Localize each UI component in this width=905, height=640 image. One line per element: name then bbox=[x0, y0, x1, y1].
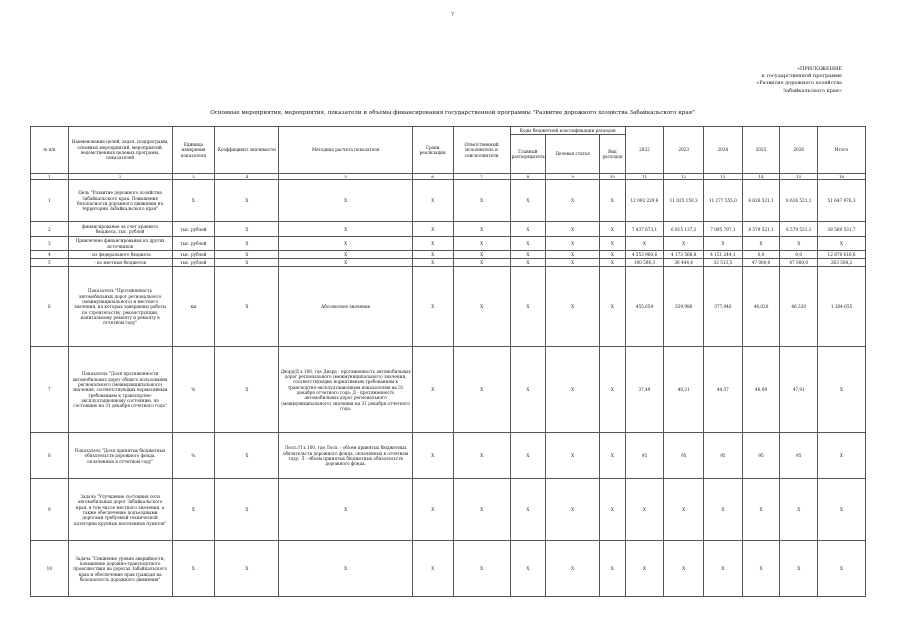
header-budget-codes: Коды бюджетной классификации расходов bbox=[510, 127, 625, 135]
row-term: X bbox=[412, 222, 453, 237]
row-number: 8 bbox=[31, 433, 69, 479]
row-total: X bbox=[818, 541, 866, 597]
row-total: X bbox=[818, 479, 866, 541]
header-name: Наименование целей, задач, подпрограмм, основных мероприятий, мероприятий, ведомственных целевых программ, показателей bbox=[68, 127, 172, 174]
row-expense-type: X bbox=[600, 259, 625, 267]
row-value-2024: X bbox=[704, 541, 743, 597]
row-value-2024: 95 bbox=[704, 433, 743, 479]
row-main-manager: X bbox=[510, 541, 546, 597]
row-value-2022: 37,49 bbox=[625, 347, 664, 433]
table-row bbox=[31, 180, 866, 222]
row-number: 5 bbox=[31, 259, 69, 267]
row-value-2023: 11 025 150,3 bbox=[664, 180, 704, 222]
header-main-manager: Главный распорядитель bbox=[510, 135, 546, 174]
row-value-2023: 4 173 568,8 bbox=[664, 250, 704, 258]
header-target-article: Целевая статья bbox=[546, 135, 600, 174]
row-unit: тыс. рублей bbox=[172, 259, 215, 267]
header-total: Итого bbox=[818, 127, 866, 174]
row-expense-type: X bbox=[600, 347, 625, 433]
row-total: X bbox=[818, 237, 866, 251]
row-main-manager: X bbox=[510, 259, 546, 267]
row-term: X bbox=[412, 541, 453, 597]
column-number: 6 bbox=[412, 174, 453, 180]
row-unit: км bbox=[172, 267, 215, 347]
row-executor: X bbox=[453, 180, 510, 222]
row-value-2026: 47 000,0 bbox=[780, 259, 818, 267]
row-term: X bbox=[412, 259, 453, 267]
row-coefficient: X bbox=[215, 541, 279, 597]
header-year-2024: 2024 bbox=[704, 127, 743, 174]
row-name: Задача "Снижение уровня аварийности, повышение дорожно-транспортного происшествия на дорогах Забайкальского края и обеспечение прав граждан на безопасность дорожного движения" bbox=[68, 541, 172, 597]
appendix-line: «ПРИЛОЖЕНИЕ bbox=[796, 66, 842, 72]
header-year-2025: 2025 bbox=[742, 127, 780, 174]
row-coefficient: X bbox=[215, 347, 279, 433]
row-coefficient: X bbox=[215, 433, 279, 479]
table-row bbox=[31, 541, 866, 597]
row-total: 12 878 616,6 bbox=[818, 250, 866, 258]
row-value-2022: X bbox=[625, 479, 664, 541]
row-value-2026: 8 579 521,1 bbox=[780, 222, 818, 237]
column-number: 12 bbox=[664, 174, 704, 180]
row-target-article: X bbox=[546, 267, 600, 347]
row-value-2023: 6 815 137,2 bbox=[664, 222, 704, 237]
row-value-2023: X bbox=[664, 541, 704, 597]
row-unit: тыс. рублей bbox=[172, 222, 215, 237]
row-method: Лосп./Л х 100, где Лосп. - объем принятых бюджетных обязательств дорожного фонда, оплаченных в отчетном году; Л - объем принятых бюджетных обязательств дорожного фонда. bbox=[279, 433, 412, 479]
row-expense-type: X bbox=[600, 180, 625, 222]
row-target-article: X bbox=[546, 237, 600, 251]
row-name: Привлечено финансирования из других источников bbox=[68, 237, 172, 251]
row-value-2025: 44,020 bbox=[742, 267, 780, 347]
row-unit: тыс. рублей bbox=[172, 237, 215, 251]
row-unit: % bbox=[172, 433, 215, 479]
row-method: X bbox=[279, 250, 412, 258]
row-executor: X bbox=[453, 347, 510, 433]
row-unit: X bbox=[172, 479, 215, 541]
header-coef: Коэффициент значимости bbox=[215, 127, 279, 174]
row-method: Абсолютное значение bbox=[279, 267, 412, 347]
row-main-manager: X bbox=[510, 433, 546, 479]
row-value-2023: 95 bbox=[664, 433, 704, 479]
row-coefficient: X bbox=[215, 267, 279, 347]
row-value-2024: 377,946 bbox=[704, 267, 743, 347]
row-target-article: X bbox=[546, 250, 600, 258]
row-coefficient: X bbox=[215, 237, 279, 251]
row-value-2025: X bbox=[742, 541, 780, 597]
row-unit: X bbox=[172, 541, 215, 597]
row-target-article: X bbox=[546, 222, 600, 237]
row-main-manager: X bbox=[510, 267, 546, 347]
column-number: 15 bbox=[780, 174, 818, 180]
row-expense-type: X bbox=[600, 479, 625, 541]
row-unit: X bbox=[172, 180, 215, 222]
row-target-article: X bbox=[546, 541, 600, 597]
row-value-2025: 8 579 521,1 bbox=[742, 222, 780, 237]
row-expense-type: X bbox=[600, 222, 625, 237]
row-executor: X bbox=[453, 541, 510, 597]
header-year-2023: 2023 bbox=[664, 127, 704, 174]
table-row bbox=[31, 250, 866, 258]
row-term: X bbox=[412, 237, 453, 251]
column-number: 2 bbox=[68, 174, 172, 180]
row-name: - из федерального бюджета bbox=[68, 250, 172, 258]
row-value-2022: 12 092 229,6 bbox=[625, 180, 664, 222]
row-main-manager: X bbox=[510, 222, 546, 237]
row-value-2024: 32 513,5 bbox=[704, 259, 743, 267]
row-target-article: X bbox=[546, 433, 600, 479]
row-value-2024: X bbox=[704, 479, 743, 541]
row-coefficient: X bbox=[215, 222, 279, 237]
column-number: 5 bbox=[279, 174, 412, 180]
row-coefficient: X bbox=[215, 479, 279, 541]
header-expense-type: Вид расходов bbox=[600, 135, 625, 174]
appendix-line: Забайкальского края» bbox=[782, 87, 842, 94]
header-method: Методика расчета показателя bbox=[279, 127, 412, 174]
column-number: 1 bbox=[31, 174, 69, 180]
row-total: 1 264,655 bbox=[818, 267, 866, 347]
row-name: Показатель "Доля принятых бюджетных обязательств дорожного фонда, оплаченных в отчетном году" bbox=[68, 433, 172, 479]
row-value-2024: 44,37 bbox=[704, 347, 743, 433]
row-total: 51 647 976,3 bbox=[818, 180, 866, 222]
row-method: X bbox=[279, 180, 412, 222]
row-name: Показатель "Протяженность автомобильных дорог регионального (межмуниципального) и местного значения, на которых завершены работы по строительству, реконструкции, капитальному ремонту и ремонту в отчетном году" bbox=[68, 267, 172, 347]
header-unit: Единица измерения показателя bbox=[172, 127, 215, 174]
table-row bbox=[31, 347, 866, 433]
column-number: 11 bbox=[625, 174, 664, 180]
row-term: X bbox=[412, 267, 453, 347]
row-value-2022: 455,654 bbox=[625, 267, 664, 347]
header-num: № п/п bbox=[31, 127, 69, 174]
row-number: 9 bbox=[31, 479, 69, 541]
row-value-2024: X bbox=[704, 237, 743, 251]
row-number: 2 bbox=[31, 222, 69, 237]
row-number: 6 bbox=[31, 267, 69, 347]
row-method: X bbox=[279, 222, 412, 237]
row-executor: X bbox=[453, 433, 510, 479]
row-number: 10 bbox=[31, 541, 69, 597]
document-title: Основные мероприятия, мероприятия, показатели и объемы финансирования государственной программы "Развитие дорожного хозяйства Забайкальского края" bbox=[210, 110, 695, 116]
row-main-manager: X bbox=[510, 237, 546, 251]
row-expense-type: X bbox=[600, 237, 625, 251]
row-name: Цель "Развитие дорожного хозяйства Забайкальского края. Повышение безопасности дорожного движения на территории Забайкальского края" bbox=[68, 180, 172, 222]
row-method: X bbox=[279, 259, 412, 267]
row-value-2024: 11 277 555,0 bbox=[704, 180, 743, 222]
row-unit: % bbox=[172, 347, 215, 433]
page-number: 7 bbox=[450, 12, 455, 18]
column-number: 16 bbox=[818, 174, 866, 180]
table-row bbox=[31, 259, 866, 267]
row-value-2025: 46,09 bbox=[742, 347, 780, 433]
row-executor: X bbox=[453, 479, 510, 541]
row-coefficient: X bbox=[215, 259, 279, 267]
row-value-2026: 46,320 bbox=[780, 267, 818, 347]
row-executor: X bbox=[453, 222, 510, 237]
row-value-2022: 100 596,3 bbox=[625, 259, 664, 267]
row-term: X bbox=[412, 180, 453, 222]
row-main-manager: X bbox=[510, 347, 546, 433]
column-number: 7 bbox=[453, 174, 510, 180]
row-value-2026: X bbox=[780, 541, 818, 597]
row-unit: тыс. рублей bbox=[172, 250, 215, 258]
row-executor: X bbox=[453, 259, 510, 267]
row-value-2023: 40,21 bbox=[664, 347, 704, 433]
row-target-article: X bbox=[546, 479, 600, 541]
table-row bbox=[31, 237, 866, 251]
row-value-2024: 4 151 244,1 bbox=[704, 250, 743, 258]
row-expense-type: X bbox=[600, 541, 625, 597]
row-main-manager: X bbox=[510, 479, 546, 541]
row-coefficient: X bbox=[215, 180, 279, 222]
row-name: Показатель "Доля протяженности автомобильных дорог общего пользования регионального (межмуниципального) значения, соответствующих нормативным требованиям к транспортно-эксплуатационному состоянию, по состоянию на 31 декабря отчетного года" bbox=[68, 347, 172, 433]
row-coefficient: X bbox=[215, 250, 279, 258]
column-number: 9 bbox=[546, 174, 600, 180]
row-value-2026: 8 626 521,1 bbox=[780, 180, 818, 222]
row-value-2022: 95 bbox=[625, 433, 664, 479]
row-target-article: X bbox=[546, 259, 600, 267]
row-value-2025: X bbox=[742, 479, 780, 541]
row-executor: X bbox=[453, 267, 510, 347]
row-number: 3 bbox=[31, 237, 69, 251]
row-value-2025: 47 000,0 bbox=[742, 259, 780, 267]
row-number: 4 bbox=[31, 250, 69, 258]
row-value-2026: 0,0 bbox=[780, 250, 818, 258]
header-year-2022: 2022 bbox=[625, 127, 664, 174]
row-name: финансирование за счет краевого бюджета, тыс. рублей bbox=[68, 222, 172, 237]
row-value-2023: X bbox=[664, 479, 704, 541]
row-executor: X bbox=[453, 250, 510, 258]
header-exec: Ответственный исполнитель и соисполнители bbox=[453, 127, 510, 174]
row-value-2022: 7 437 673,1 bbox=[625, 222, 664, 237]
table-row bbox=[31, 433, 866, 479]
appendix-line: «Развитие дорожного хозяйства bbox=[756, 80, 842, 87]
column-number: 13 bbox=[704, 174, 743, 180]
row-total: X bbox=[818, 347, 866, 433]
row-total: X bbox=[818, 433, 866, 479]
row-total: 263 308,2 bbox=[818, 259, 866, 267]
row-expense-type: X bbox=[600, 433, 625, 479]
row-expense-type: X bbox=[600, 250, 625, 258]
row-method: X bbox=[279, 237, 412, 251]
table-row bbox=[31, 267, 866, 347]
row-number: 7 bbox=[31, 347, 69, 433]
row-value-2025: 8 626 521,1 bbox=[742, 180, 780, 222]
column-number: 10 bbox=[600, 174, 625, 180]
row-term: X bbox=[412, 433, 453, 479]
row-target-article: X bbox=[546, 347, 600, 433]
row-value-2026: X bbox=[780, 237, 818, 251]
row-value-2026: 95 bbox=[780, 433, 818, 479]
row-value-2023: 36 444,4 bbox=[664, 259, 704, 267]
program-table bbox=[30, 126, 866, 597]
row-value-2025: X bbox=[742, 237, 780, 251]
row-main-manager: X bbox=[510, 250, 546, 258]
table-row bbox=[31, 222, 866, 237]
row-term: X bbox=[412, 250, 453, 258]
row-name: Задача "Улучшение состояния сети автомобильных дорог Забайкальского края, в том числе местного значения, а также обеспечение подъездными дорогами требуемой технической категории крупных населенных пунктов" bbox=[68, 479, 172, 541]
row-method: X bbox=[279, 541, 412, 597]
row-number: 1 bbox=[31, 180, 69, 222]
row-value-2025: 0,0 bbox=[742, 250, 780, 258]
column-number: 8 bbox=[510, 174, 546, 180]
row-method: Дворд/Д х 100, где Дворд - протяженность автомобильных дорог регионального (межмуниципального) значения, соответствующих нормативным требованиям к транспортно-эксплуатационным показателям на 31 декабря отчетного года; Д - протяженность автомобильных дорог регионального (межмуниципального) значения на 31 декабря отчетного года. bbox=[279, 347, 412, 433]
row-expense-type: X bbox=[600, 267, 625, 347]
row-executor: X bbox=[453, 237, 510, 251]
column-number: 4 bbox=[215, 174, 279, 180]
row-value-2024: 7 095 797,1 bbox=[704, 222, 743, 237]
row-value-2022: 4 553 960,6 bbox=[625, 250, 664, 258]
row-target-article: X bbox=[546, 180, 600, 222]
row-method: X bbox=[279, 479, 412, 541]
header-term: Сроки реализации bbox=[412, 127, 453, 174]
row-value-2025: 95 bbox=[742, 433, 780, 479]
row-total: 38 569 531,7 bbox=[818, 222, 866, 237]
row-value-2022: X bbox=[625, 237, 664, 251]
row-value-2023: X bbox=[664, 237, 704, 251]
appendix-block bbox=[642, 66, 842, 95]
table-row bbox=[31, 479, 866, 541]
row-value-2023: 339,980 bbox=[664, 267, 704, 347]
column-number: 14 bbox=[742, 174, 780, 180]
row-name: - из местных бюджетов bbox=[68, 259, 172, 267]
row-term: X bbox=[412, 479, 453, 541]
row-main-manager: X bbox=[510, 180, 546, 222]
row-value-2026: X bbox=[780, 479, 818, 541]
header-year-2026: 2026 bbox=[780, 127, 818, 174]
row-term: X bbox=[412, 347, 453, 433]
row-value-2026: 47,91 bbox=[780, 347, 818, 433]
column-number: 3 bbox=[172, 174, 215, 180]
row-value-2022: X bbox=[625, 541, 664, 597]
appendix-line: к государственной программе bbox=[761, 73, 842, 80]
